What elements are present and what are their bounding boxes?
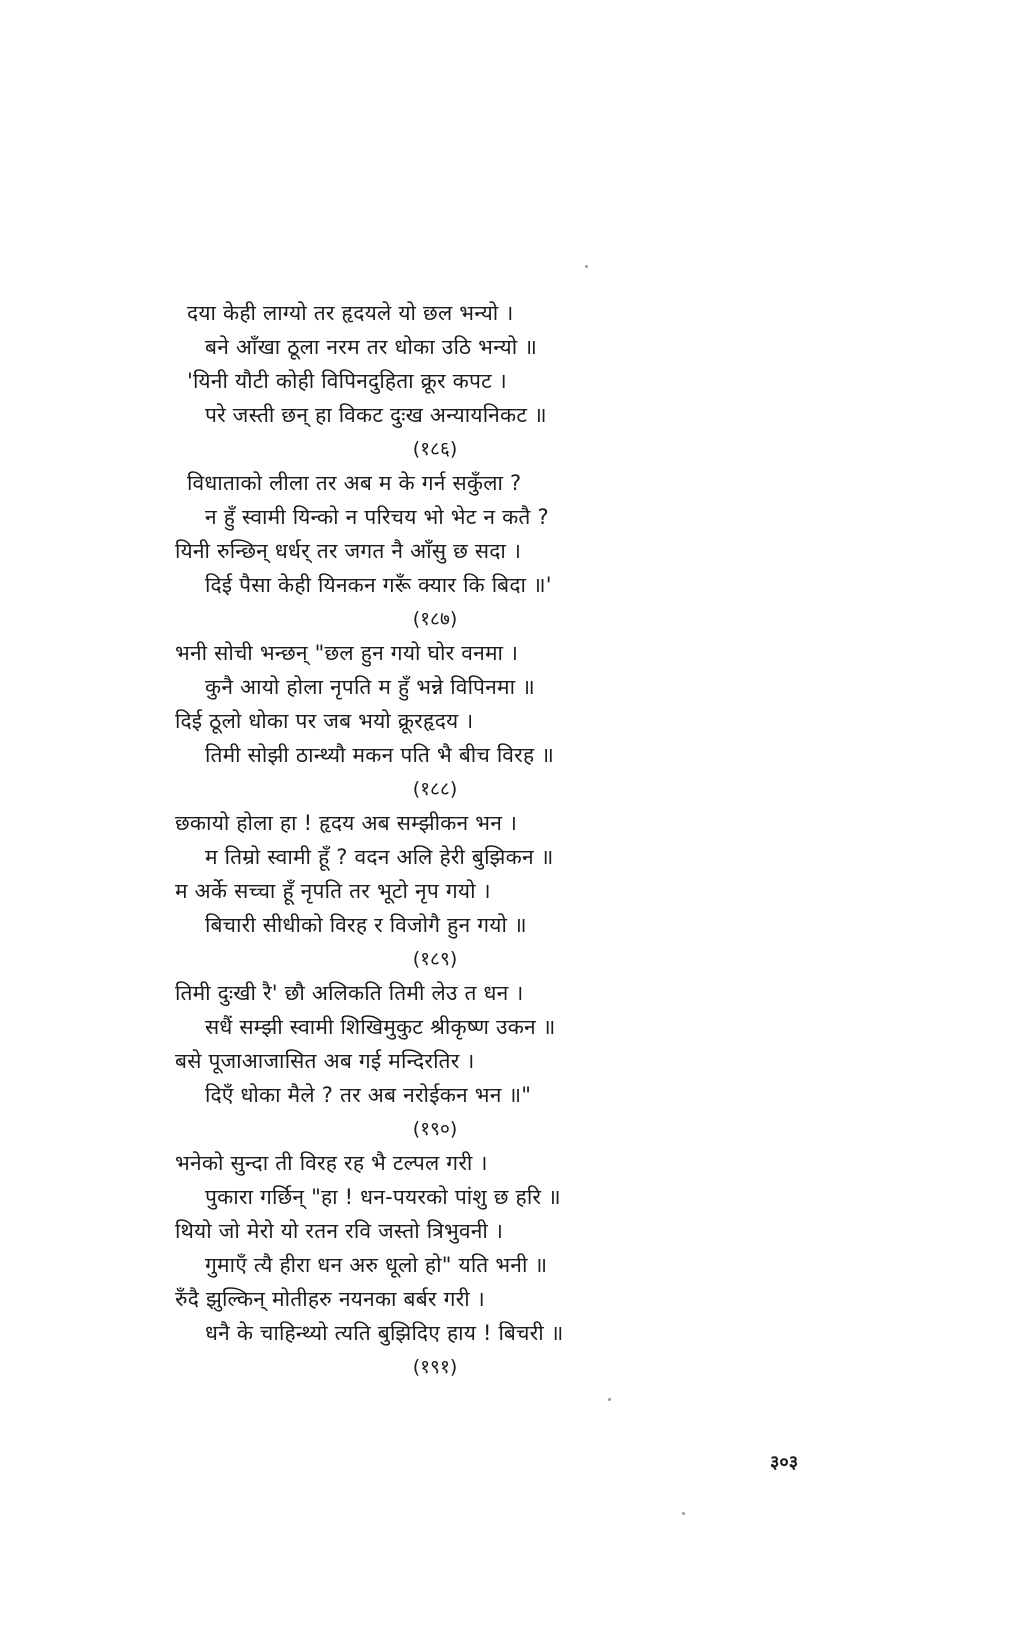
verse-line: थियो जो मेरो यो रतन रवि जस्तो त्रिभुवनी ।: [175, 1219, 504, 1243]
verse-line: दिएँ धोका मैले ? तर अब नरोईकन भन ॥": [205, 1083, 532, 1107]
verse-line: कुनै आयो होला नृपति म हुँ भन्ने विपिनमा ॥: [205, 675, 535, 699]
stanza: [175, 806, 735, 976]
verse-line: धनै के चाहिन्थ्यो त्यति बुझिदिए हाय ! बिचरी ॥: [205, 1321, 564, 1345]
verse-line: गुमाएँ त्यै हीरा धन अरु धूलो हो" यति भनी ॥: [205, 1253, 548, 1277]
stanza: [175, 466, 735, 636]
verse-line: भनेको सुन्दा ती विरह रह भै टल्पल गरी ।: [175, 1151, 488, 1175]
verse-line: यिनी रुन्छिन् धर्धर् तर जगत नै आँसु छ सदा ।: [175, 539, 522, 563]
verse-line: भनी सोची भन्छन् "छल हुन गयो घोर वनमा ।: [175, 641, 519, 665]
poem-body: [175, 296, 735, 1384]
stanza-number: (१८७): [412, 608, 458, 630]
verse-line: दिई ठूलो धोका पर जब भयो क्रूरहृदय ।: [175, 709, 474, 733]
scan-speck: [585, 265, 588, 268]
verse-line: तिमी दुःखी रै' छौ अलिकति तिमी लेउ त धन ।: [175, 981, 524, 1005]
verse-line: सधैं सम्झी स्वामी शिखिमुकुट श्रीकृष्ण उकन ॥: [205, 1015, 556, 1039]
scan-speck: [608, 1398, 611, 1401]
stanza: [175, 296, 735, 466]
verse-line: म तिम्रो स्वामी हूँ ? वदन अलि हेरी बुझिकन ॥: [205, 845, 554, 869]
verse-line: छकायो होला हा ! हृदय अब सम्झीकन भन ।: [175, 811, 518, 835]
stanza: [175, 1146, 735, 1384]
verse-line: बने आँखा ठूला नरम तर धोका उठि भन्यो ॥: [205, 335, 537, 359]
stanza: [175, 976, 735, 1146]
scan-speck: [682, 1512, 685, 1515]
verse-line: न हुँ स्वामी यिन्को न परिचय भो भेट न कतै ?: [205, 505, 549, 529]
stanza-number: (१८९): [412, 948, 458, 970]
stanza-number: (१९१): [412, 1356, 458, 1378]
stanza-number: (१८८): [412, 778, 458, 800]
stanza-number: (१८६): [412, 438, 458, 460]
verse-line: दया केही लाग्यो तर हृदयले यो छल भन्यो ।: [187, 301, 514, 325]
verse-line: तिमी सोझी ठान्थ्यौ मकन पति भै बीच विरह ॥: [205, 743, 554, 767]
verse-line: विधाताको लीला तर अब म के गर्न सकुँला ?: [187, 471, 522, 495]
verse-line: रुँदै झुल्किन् मोतीहरु नयनका बर्बर गरी ।: [175, 1287, 485, 1311]
verse-line: 'यिनी यौटी कोही विपिनदुहिता क्रूर कपट ।: [187, 369, 507, 393]
stanza: [175, 636, 735, 806]
verse-line: परे जस्ती छन् हा विकट दुःख अन्यायनिकट ॥: [205, 403, 547, 427]
verse-line: बसे पूजाआजासित अब गई मन्दिरतिर ।: [175, 1049, 475, 1073]
stanza-number: (१९०): [412, 1118, 458, 1140]
verse-line: बिचारी सीधीको विरह र विजोगै हुन गयो ॥: [205, 913, 527, 937]
verse-line: म अर्के सच्चा हूँ नृपति तर भूटो नृप गयो ।: [175, 879, 491, 903]
verse-line: दिई पैसा केही यिनकन गरूँ क्यार कि बिदा ॥': [205, 573, 552, 597]
page-number: ३०३: [770, 1452, 799, 1473]
verse-line: पुकारा गर्छिन् "हा ! धन-पयरको पांशु छ हरि ॥: [205, 1185, 561, 1209]
